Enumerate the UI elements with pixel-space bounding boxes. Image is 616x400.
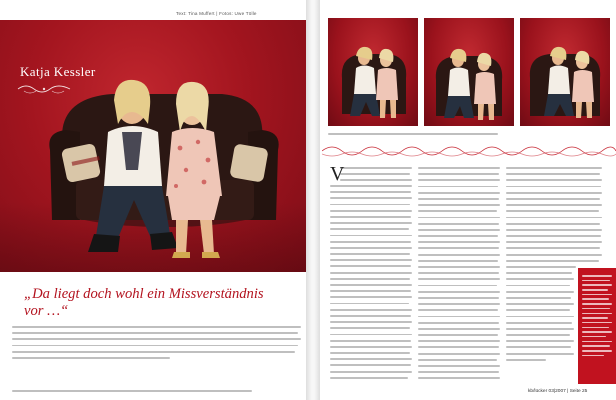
thumbnail-photo-1 xyxy=(328,18,418,126)
photo-strip xyxy=(328,18,610,126)
thumbnail-photo-2 xyxy=(424,18,514,126)
intro-paragraph xyxy=(12,325,304,367)
drop-cap: V xyxy=(330,163,345,185)
info-sidebar xyxy=(578,268,616,384)
hero-photo xyxy=(0,20,306,272)
ornament-band xyxy=(322,141,616,159)
page-footer: kb/lücker 03|2007 | Seite 25 xyxy=(528,389,588,394)
pull-quote: „Da liegt doch wohl ein Missverständnis vor …“ xyxy=(24,286,264,319)
page-gutter xyxy=(306,0,320,400)
hero-illustration xyxy=(0,20,306,272)
thumbnail-photo-3 xyxy=(520,18,610,126)
ornament-flourish xyxy=(16,82,72,96)
header-credit: Text: Tina Muffert | Fotos: Uwe Tölle xyxy=(176,11,257,16)
article-column-1 xyxy=(330,165,412,384)
article-column-2 xyxy=(418,165,500,384)
subject-name: Katja Kessler xyxy=(20,64,96,79)
